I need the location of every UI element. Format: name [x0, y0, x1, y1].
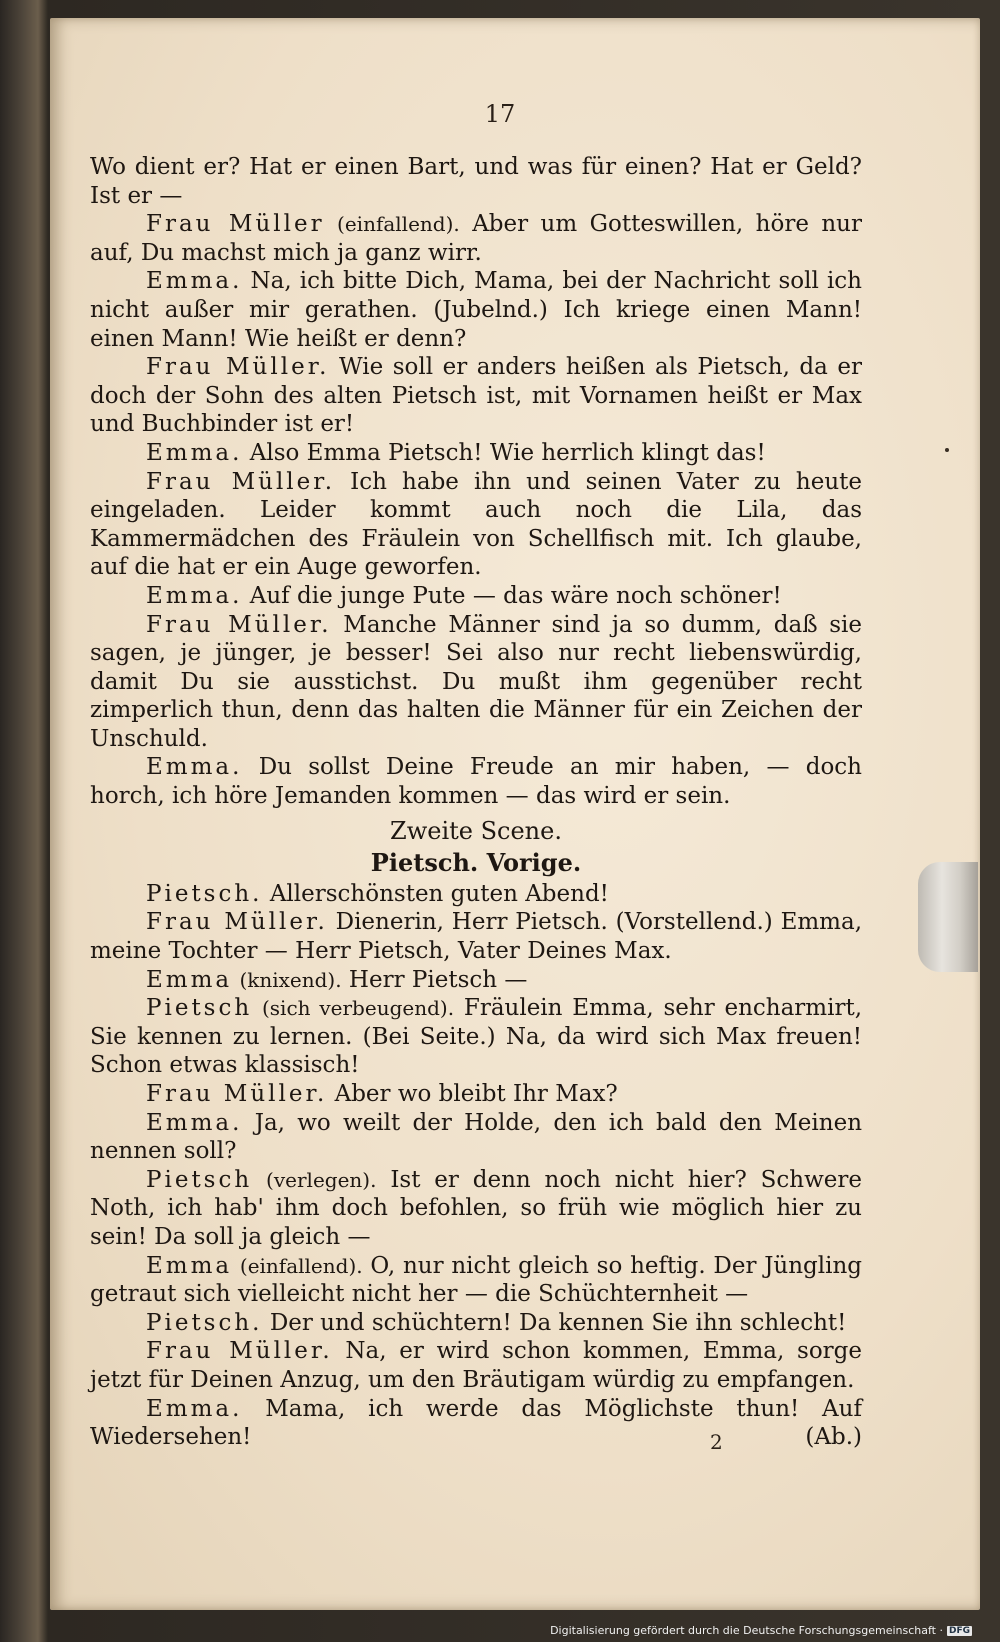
speaker-name: Pietsch [146, 995, 253, 1022]
dialogue-text: Na, er wird schon kommen, Emma, sorge jetzt für Deinen Anzug, um den Bräutigam würdig zu empfangen. [90, 1338, 862, 1393]
speaker-name: Frau Müller. [146, 611, 332, 638]
dialogue-text: Wie soll er anders heißen als Pietsch, da er doch der Sohn des alten Pietsch ist, mit Vornamen heißt er Max und Buchbinder ist er! [90, 354, 862, 438]
dialogue-paragraph [90, 1252, 862, 1309]
dialogue-paragraph [90, 267, 862, 353]
footer-text: Digitalisierung gefördert durch die Deutsche Forschungsgemeinschaft · [550, 1624, 943, 1637]
speaker-name: Frau Müller. [146, 909, 328, 936]
dialogue-text: Fräulein Emma, sehr encharmirt, Sie kennen zu lernen. (Bei Seite.) Na, da wird sich Max freuen! Schon etwas klassisch! [90, 995, 863, 1079]
dialogue-paragraph [90, 880, 862, 909]
speaker-name: Emma. [146, 1109, 243, 1136]
page-number: 17 [484, 100, 516, 128]
dialogue-paragraph [90, 153, 862, 210]
speaker-name: Frau Müller. [146, 468, 336, 495]
dialogue-block-2 [90, 880, 862, 1452]
scene-title: Zweite Scene. [390, 816, 562, 845]
stage-direction: (sich verbeugend). [261, 996, 455, 1021]
dialogue-paragraph [90, 1337, 862, 1394]
dialogue-text: Also Emma Pietsch! Wie herrlich klingt das! [249, 439, 766, 466]
dialogue-paragraph [90, 439, 862, 468]
dialogue-paragraph [90, 908, 862, 965]
dialogue-text: Du sollst Deine Freude an mir haben, — doch horch, ich höre Jemanden kommen — das wird er sein. [90, 754, 862, 810]
dialogue-text: Auf die junge Pute — das wäre noch schöner! [249, 582, 782, 609]
play-text [90, 153, 862, 1452]
dialogue-text: Manche Männer sind ja so dumm, daß sie sagen, je jünger, je besser! Sei also nur recht liebenswürdig, damit Du sie ausstichst. Du mußt ihm gegenüber recht zimperlich thun, denn das halten die Männer für ein Zeichen der Unschuld. [90, 611, 863, 752]
page-clip [918, 862, 978, 972]
dialogue-paragraph [90, 1080, 862, 1109]
stage-direction: (knixend). [239, 967, 342, 992]
dialogue-paragraph [90, 1109, 862, 1166]
dialogue-text: Ist er denn noch nicht hier? Schwere Noth, ich hab' ihm doch befohlen, so früh wie möglich hier zu sein! Da soll ja gleich — [90, 1166, 863, 1250]
speaker-name: Emma. [146, 582, 243, 609]
speaker-name: Pietsch [146, 1166, 253, 1193]
stage-direction: (verlegen). [266, 1167, 377, 1192]
speaker-name: Emma [146, 1252, 233, 1279]
dialogue-paragraph [90, 753, 862, 810]
dfg-logo: DFG [948, 1625, 970, 1636]
speaker-name: Emma. [146, 439, 243, 466]
dialogue-text: Mama, ich werde das Möglichste thun! Auf Wiedersehen! [90, 1395, 862, 1451]
dialogue-paragraph [90, 1309, 862, 1338]
signature-mark: 2 [710, 1430, 723, 1454]
dialogue-paragraph [90, 966, 862, 995]
dialogue-text: O, nur nicht gleich so heftig. Der Jüngling getraut sich vielleicht nicht her — die Schüchternheit — [90, 1252, 863, 1308]
speaker-name: Emma. [146, 268, 243, 295]
speaker-name: Pietsch. [146, 880, 263, 907]
dialogue-text: Aber um Gotteswillen, höre nur auf, Du machst mich ja ganz wirr. [90, 211, 862, 266]
speaker-name: Frau Müller. [146, 354, 330, 381]
dialogue-text: Herr Pietsch — [348, 966, 528, 993]
speaker-name: Emma [146, 966, 233, 993]
scene-cast: Pietsch. Vorige. [370, 848, 582, 878]
ink-dot [945, 448, 949, 452]
dialogue-paragraph [90, 994, 862, 1080]
dialogue-text: Ja, wo weilt der Holde, den ich bald den Meinen nennen soll? [90, 1109, 863, 1165]
speaker-name: Emma. [146, 1395, 243, 1422]
dialogue-text: Der und schüchtern! Da kennen Sie ihn schlecht! [269, 1309, 847, 1336]
speaker-name: Frau Müller. [146, 1081, 328, 1107]
dialogue-text: Na, ich bitte Dich, Mama, bei der Nachricht soll ich nicht außer mir gerathen. (Jubelnd.) Ich kriege einen Mann! einen Mann! Wie heißt er denn? [90, 268, 862, 352]
dialogue-text: Wo dient er? Hat er einen Bart, und was für einen? Hat er Geld? Ist er — [90, 154, 862, 209]
dialogue-paragraph [90, 353, 862, 439]
speaker-name: Frau Müller. [146, 1338, 333, 1365]
stage-direction: (einfallend). [239, 1253, 363, 1278]
exit-direction: (Ab.) [805, 1424, 862, 1451]
dialogue-paragraph [90, 1166, 862, 1252]
dialogue-paragraph [90, 210, 862, 267]
footer [550, 1624, 972, 1637]
dialogue-block-1 [90, 153, 862, 811]
dialogue-text: Allerschönsten guten Abend! [269, 880, 609, 907]
dialogue-text: Ich habe ihn und seinen Vater zu heute eingeladen. Leider kommt auch noch die Lila, das Kammermädchen des Fräulein von Schellfisch mit. Ich glaube, auf die hat er ein Auge geworfen. [90, 468, 862, 581]
stage-direction: (einfallend). [337, 212, 460, 237]
speaker-name: Emma. [146, 754, 243, 781]
speaker-name: Frau Müller [146, 211, 325, 238]
dialogue-paragraph [90, 611, 862, 754]
dialogue-paragraph [90, 582, 862, 611]
speaker-name: Pietsch. [146, 1309, 263, 1336]
dialogue-text: Dienerin, Herr Pietsch. (Vorstellend.) Emma, meine Tochter — Herr Pietsch, Vater Deines Max. [90, 909, 863, 965]
dialogue-paragraph [90, 468, 862, 582]
dialogue-text: Aber wo bleibt Ihr Max? [334, 1081, 618, 1107]
dialogue-paragraph [90, 1395, 862, 1452]
